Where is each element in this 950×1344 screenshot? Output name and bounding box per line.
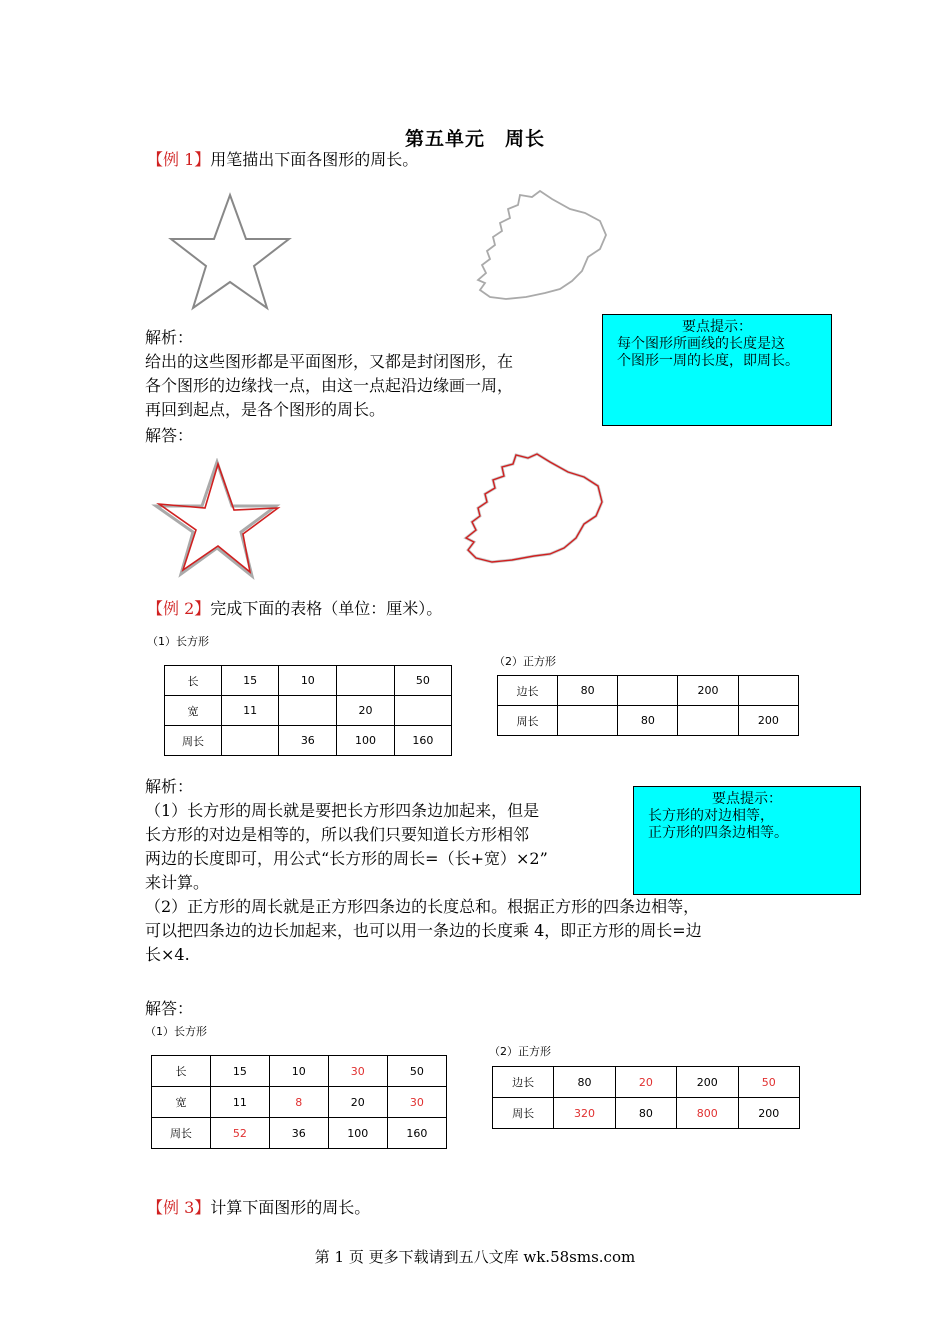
example-2-heading	[147, 599, 442, 619]
table-cell: 边长	[493, 1067, 554, 1098]
tip-line: 个图形一周的长度，即周长。	[617, 353, 799, 369]
tip-line: 长方形的对边相等，	[648, 808, 774, 824]
square-caption: （2）正方形	[494, 655, 556, 668]
table-cell: 50	[387, 1056, 446, 1087]
table-cell	[558, 706, 618, 736]
analysis-line: 长×4.	[145, 945, 190, 964]
table-cell: 80	[618, 706, 678, 736]
analysis-line: 来计算。	[145, 873, 210, 892]
example-3-tag: 【例 3】	[147, 1198, 211, 1217]
table-row	[165, 666, 452, 696]
table-cell	[222, 726, 279, 756]
table-cell: 50	[394, 666, 451, 696]
analysis-line: 给出的这些图形都是平面图形，又都是封闭图形，在	[145, 352, 514, 371]
table-cell: 20	[337, 696, 394, 726]
table-cell: 200	[678, 676, 738, 706]
table-row	[493, 1098, 800, 1129]
table-cell: 15	[222, 666, 279, 696]
tip-line: 正方形的四条边相等。	[648, 825, 788, 841]
table-cell: 200	[738, 1098, 799, 1129]
rect-answer-table	[151, 1055, 447, 1149]
table-cell	[337, 666, 394, 696]
table-cell: 11	[222, 696, 279, 726]
leaf-answer-figure	[450, 450, 610, 580]
table-cell: 50	[738, 1067, 799, 1098]
example-1-analysis	[145, 350, 595, 422]
example-1-heading	[147, 150, 418, 170]
table-cell	[394, 696, 451, 726]
table-cell	[618, 676, 678, 706]
rect-caption: （1）长方形	[147, 635, 209, 648]
table-cell: 边长	[498, 676, 558, 706]
table-cell: 36	[269, 1118, 328, 1149]
square-answer-caption: （2）正方形	[489, 1045, 551, 1058]
table-row	[152, 1087, 447, 1118]
table-cell	[738, 676, 798, 706]
table-cell: 宽	[165, 696, 222, 726]
table-row	[498, 676, 799, 706]
table-row	[493, 1067, 800, 1098]
table-cell: 周长	[498, 706, 558, 736]
table-cell: 周长	[152, 1118, 211, 1149]
table-cell: 800	[677, 1098, 738, 1129]
page-footer: 第 1 页 更多下载请到五八文库 wk.58sms.com	[314, 1248, 636, 1266]
table-cell: 20	[615, 1067, 676, 1098]
tip-line: 每个图形所画线的长度是这	[617, 336, 785, 352]
analysis-line: 两边的长度即可，用公式“长方形的周长=（长+宽）×2”	[145, 849, 548, 868]
table-cell: 52	[210, 1118, 269, 1149]
table-cell: 长	[165, 666, 222, 696]
analysis-line: 各个图形的边缘找一点，由这一点起沿边缘画一周，	[145, 376, 514, 395]
example-1-answer-label: 解答：	[145, 426, 194, 445]
table-cell: 80	[558, 676, 618, 706]
tip-title: 要点提示：	[712, 791, 782, 807]
tip-box-1	[602, 314, 832, 426]
table-cell: 320	[554, 1098, 615, 1129]
star-figure	[160, 190, 300, 315]
table-cell	[678, 706, 738, 736]
leaf-figure	[460, 185, 615, 315]
table-cell: 10	[279, 666, 337, 696]
example-3-text: 计算下面图形的周长。	[210, 1198, 371, 1217]
example-2-tag: 【例 2】	[147, 599, 211, 618]
analysis-line: （2）正方形的周长就是正方形四条边的长度总和。根据正方形的四条边相等，	[145, 897, 700, 916]
table-cell: 160	[387, 1118, 446, 1149]
table-row	[165, 726, 452, 756]
table-cell: 周长	[165, 726, 222, 756]
analysis-line: （1）长方形的周长就是要把长方形四条边加起来，但是	[145, 801, 540, 820]
rect-answer-caption: （1）长方形	[145, 1025, 207, 1038]
analysis-line: 再回到起点，是各个图形的周长。	[145, 400, 386, 419]
table-cell: 15	[210, 1056, 269, 1087]
table-cell: 宽	[152, 1087, 211, 1118]
table-cell: 100	[328, 1118, 387, 1149]
example-1-tag: 【例 1】	[147, 150, 211, 169]
analysis-line: 可以把四条边的边长加起来，也可以用一条边的长度乘 4，即正方形的周长=边	[145, 921, 702, 940]
table-cell: 36	[279, 726, 337, 756]
tip-title: 要点提示：	[682, 319, 752, 335]
table-cell: 80	[554, 1067, 615, 1098]
table-cell: 周长	[493, 1098, 554, 1129]
example-2-text: 完成下面的表格（单位：厘米）。	[210, 599, 443, 618]
tip-box-2	[633, 786, 861, 895]
example-3-heading	[147, 1198, 370, 1218]
table-cell: 80	[615, 1098, 676, 1129]
table-cell: 8	[269, 1087, 328, 1118]
table-row	[152, 1118, 447, 1149]
table-cell: 200	[677, 1067, 738, 1098]
example-1-analysis-label: 解析：	[145, 328, 194, 347]
rect-table	[164, 665, 452, 756]
square-answer-table	[492, 1066, 800, 1129]
table-cell	[279, 696, 337, 726]
table-row	[498, 706, 799, 736]
table-cell: 10	[269, 1056, 328, 1087]
table-cell: 200	[738, 706, 798, 736]
table-row	[165, 696, 452, 726]
analysis-line: 长方形的对边是相等的，所以我们只要知道长方形相邻	[145, 825, 530, 844]
table-cell: 30	[387, 1087, 446, 1118]
table-row	[152, 1056, 447, 1087]
page-title: 第五单元 周长	[404, 128, 545, 150]
table-cell: 11	[210, 1087, 269, 1118]
table-cell: 长	[152, 1056, 211, 1087]
example-1-text: 用笔描出下面各图形的周长。	[210, 150, 419, 169]
table-cell: 160	[394, 726, 451, 756]
table-cell: 100	[337, 726, 394, 756]
example-2-analysis-label: 解析：	[145, 777, 194, 796]
square-table	[497, 675, 799, 736]
table-cell: 30	[328, 1056, 387, 1087]
example-2-answer-label: 解答：	[145, 999, 194, 1018]
table-cell: 20	[328, 1087, 387, 1118]
star-answer-figure	[150, 458, 290, 580]
